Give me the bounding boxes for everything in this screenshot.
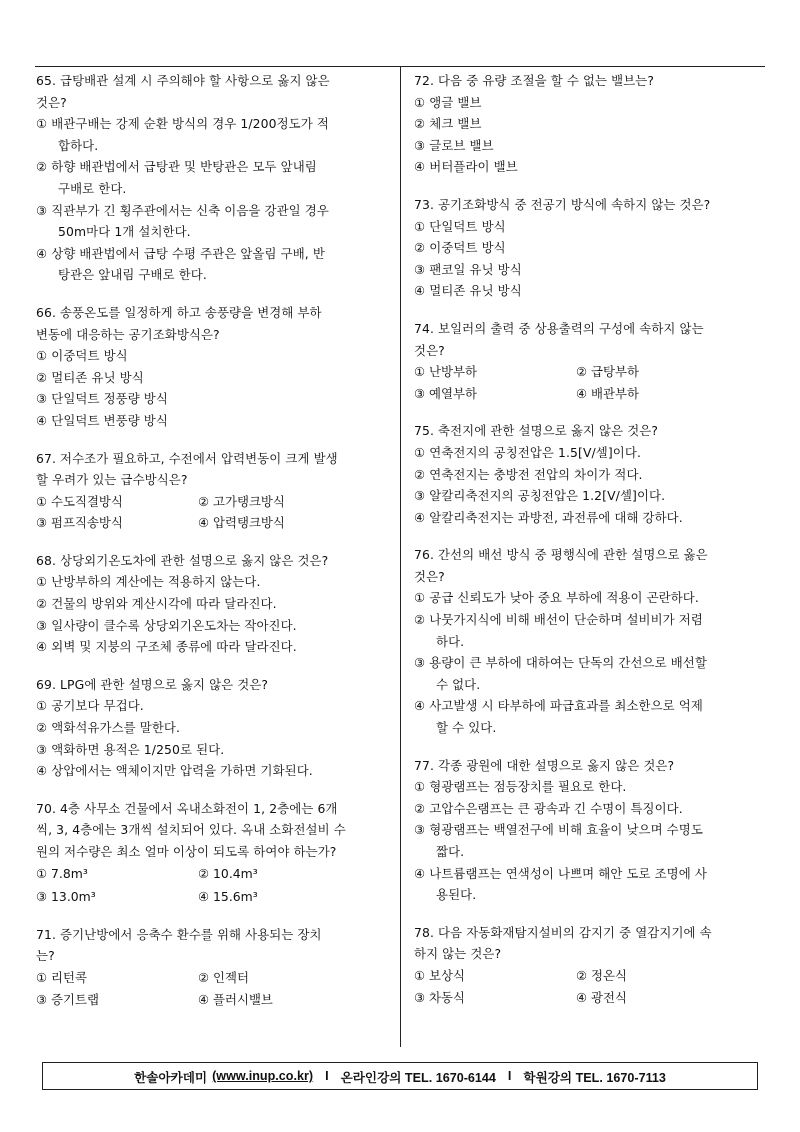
option-2[interactable]: ② 고가탱크방식: [198, 493, 285, 509]
option-2[interactable]: ② 연축전지는 충방전 전압의 차이가 적다.: [414, 466, 643, 482]
option-3[interactable]: ③ 예열부하: [414, 385, 477, 401]
option-4[interactable]: ④ 외벽 및 지붕의 구조체 종류에 따라 달라진다.: [36, 639, 297, 655]
options-row: [36, 863, 388, 885]
question-66: [36, 302, 388, 432]
option-2[interactable]: ② 고압수은램프는 큰 광속과 긴 수명이 특징이다.: [414, 800, 683, 816]
option-1[interactable]: ① 단일덕트 방식: [414, 218, 506, 234]
option-3[interactable]: ③ 형광램프는 백열전구에 비해 효율이 낮으며 수명도: [414, 822, 703, 838]
options-row: [414, 965, 766, 987]
option-4[interactable]: ④ 상압에서는 액체이지만 압력을 가하면 기화된다.: [36, 763, 313, 779]
option-1[interactable]: ① 난방부하: [414, 364, 477, 380]
option-3-cont: 짧다.: [436, 844, 465, 859]
option-2[interactable]: ② 멀티존 유닛 방식: [36, 369, 144, 385]
question-stem: 원의 저수량은 최소 얼마 이상이 되도록 하여야 하는가?: [36, 844, 337, 859]
option-4[interactable]: ④ 멀티존 유닛 방식: [414, 283, 522, 299]
question-stem: 68. 상당외기온도차에 관한 설명으로 옳지 않은 것은?: [36, 552, 329, 568]
option-2[interactable]: ② 하향 배관법에서 급탕관 및 반탕관은 모두 앞내림: [36, 159, 317, 175]
question-69: [36, 674, 388, 782]
option-3[interactable]: ③ 글로브 밸브: [414, 137, 494, 153]
option-4[interactable]: ④ 15.6m³: [198, 889, 258, 905]
option-4[interactable]: ④ 광전식: [576, 989, 627, 1005]
option-1[interactable]: ① 앵글 밸브: [414, 94, 482, 110]
option-2[interactable]: ② 정온식: [576, 967, 627, 983]
option-3[interactable]: ③ 차동식: [414, 989, 465, 1005]
footer-brand: 한솔아카데미: [134, 1070, 208, 1085]
option-4[interactable]: ④ 단일덕트 변풍량 방식: [36, 412, 168, 428]
question-stem: 76. 간선의 배선 방식 중 평행식에 관한 설명으로 옳은: [414, 547, 708, 563]
question-71: [36, 924, 388, 1010]
option-3[interactable]: ③ 단일덕트 정풍량 방식: [36, 391, 168, 407]
option-3[interactable]: ③ 액화하면 용적은 1/250로 된다.: [36, 741, 225, 757]
question-stem: 69. LPG에 관한 설명으로 옳지 않은 것은?: [36, 676, 269, 692]
option-1[interactable]: ① 난방부하의 계산에는 적용하지 않는다.: [36, 574, 261, 590]
options-row: [414, 383, 766, 405]
option-4[interactable]: ④ 나트륨램프는 연색성이 나쁘며 해안 도로 조명에 사: [414, 865, 707, 881]
option-1[interactable]: ① 보상식: [414, 967, 465, 983]
question-stem: 71. 증기난방에서 응축수 환수를 위해 사용되는 장치: [36, 926, 322, 942]
option-2[interactable]: ② 액화석유가스를 말한다.: [36, 720, 181, 736]
option-1[interactable]: ① 공급 신뢰도가 낮아 중요 부하에 적용이 곤란하다.: [414, 590, 699, 606]
option-3[interactable]: ③ 펌프직송방식: [36, 515, 123, 531]
options-row: [36, 967, 388, 989]
option-2[interactable]: ② 이중덕트 방식: [414, 240, 506, 256]
option-3[interactable]: ③ 직관부가 긴 횡주관에서는 신축 이음을 강관일 경우: [36, 202, 329, 218]
question-stem: 78. 다음 자동화재탐지설비의 감지기 중 열감지기에 속: [414, 924, 712, 940]
question-stem: 72. 다음 중 유량 조절을 할 수 없는 밸브는?: [414, 73, 655, 88]
option-1[interactable]: ① 리턴콕: [36, 969, 87, 985]
options-row: [36, 989, 388, 1011]
question-77: [414, 755, 766, 906]
option-4-cont: 탕관은 앞내림 구배로 한다.: [58, 267, 207, 283]
footer-url-link[interactable]: (www.inup.co.kr): [212, 1069, 314, 1083]
right-column: [414, 70, 766, 1020]
options-row: [414, 987, 766, 1009]
option-3-cont: 수 없다.: [436, 676, 481, 692]
question-72: [414, 70, 766, 178]
question-stem: 것은?: [414, 342, 445, 358]
option-3[interactable]: ③ 증기트랩: [36, 991, 99, 1007]
question-74: [414, 318, 766, 404]
option-3[interactable]: ③ 팬코일 유닛 방식: [414, 261, 522, 277]
question-stem: 73. 공기조화방식 중 전공기 방식에 속하지 않는 것은?: [414, 196, 711, 212]
option-1[interactable]: ① 공기보다 무겁다.: [36, 698, 144, 714]
question-stem: 66. 송풍온도를 일정하게 하고 송풍량을 변경해 부하: [36, 304, 322, 320]
option-2[interactable]: ② 체크 밸브: [414, 116, 482, 132]
options-row: [414, 361, 766, 383]
question-stem: 하지 않는 것은?: [414, 946, 502, 962]
options-row: [36, 491, 388, 513]
option-4[interactable]: ④ 압력탱크방식: [198, 515, 285, 531]
question-stem: 씩, 3, 4층에는 3개씩 설치되어 있다. 옥내 소화전설비 수: [36, 822, 346, 838]
option-1[interactable]: ① 배관구배는 강제 순환 방식의 경우 1/200정도가 적: [36, 116, 329, 132]
option-1-cont: 합하다.: [58, 137, 99, 153]
option-4-cont: 할 수 있다.: [436, 720, 497, 736]
option-4[interactable]: ④ 상향 배관법에서 급탕 수평 주관은 앞올림 구배, 반: [36, 245, 325, 261]
question-stem: 75. 축전지에 관한 설명으로 옳지 않은 것은?: [414, 423, 659, 439]
question-stem: 74. 보일러의 출력 중 상용출력의 구성에 속하지 않는: [414, 320, 704, 336]
option-2[interactable]: ② 10.4m³: [198, 865, 258, 881]
option-2-cont: 구배로 한다.: [58, 180, 127, 196]
option-4[interactable]: ④ 플러시밸브: [198, 991, 273, 1007]
question-78: [414, 922, 766, 1008]
option-4-cont: 용된다.: [436, 887, 477, 903]
question-76: [414, 544, 766, 738]
question-67: [36, 448, 388, 534]
footer-banner: [42, 1062, 758, 1090]
option-3[interactable]: ③ 용량이 큰 부하에 대하여는 단독의 간선으로 배선할: [414, 655, 707, 671]
option-3[interactable]: ③ 알칼리축전지의 공칭전압은 1.2[V/셀]이다.: [414, 488, 666, 504]
option-2-cont: 하다.: [436, 633, 465, 649]
footer-academy-phone: 학원강의 TEL. 1670-7113: [523, 1070, 666, 1085]
option-2[interactable]: ② 나뭇가지식에 비해 배선이 단순하며 설비비가 저렴: [414, 612, 703, 628]
question-75: [414, 420, 766, 528]
option-2[interactable]: ② 급탕부하: [576, 364, 639, 380]
option-1[interactable]: ① 이중덕트 방식: [36, 348, 128, 364]
option-4[interactable]: ④ 버터플라이 밸브: [414, 159, 518, 175]
question-73: [414, 194, 766, 302]
option-2[interactable]: ② 건물의 방위와 계산시각에 따라 달라진다.: [36, 596, 277, 612]
column-divider: [400, 67, 401, 1047]
option-1[interactable]: ① 7.8m³: [36, 865, 88, 881]
option-3[interactable]: ③ 13.0m³: [36, 889, 96, 905]
question-stem: 할 우려가 있는 급수방식은?: [36, 472, 188, 488]
question-65: [36, 70, 388, 286]
question-stem: 변동에 대응하는 공기조화방식은?: [36, 326, 220, 342]
question-70: [36, 798, 388, 908]
question-stem: 것은?: [414, 568, 445, 584]
option-1[interactable]: ① 수도직결방식: [36, 493, 123, 509]
question-stem: 70. 4층 사무소 건물에서 옥내소화전이 1, 2층에는 6개: [36, 800, 338, 816]
question-stem: 65. 급탕배관 설계 시 주의해야 할 사항으로 옳지 않은: [36, 73, 330, 88]
option-1[interactable]: ① 형광램프는 점등장치를 필요로 한다.: [414, 779, 627, 795]
footer-separator: I: [507, 1069, 512, 1083]
options-row: [36, 886, 388, 908]
options-row: [36, 512, 388, 534]
question-stem: 는?: [36, 948, 55, 964]
option-3-cont: 50m마다 1개 설치한다.: [58, 224, 191, 240]
option-3[interactable]: ③ 일사량이 클수록 상당외기온도차는 작아진다.: [36, 617, 297, 633]
question-stem: 77. 각종 광원에 대한 설명으로 옳지 않은 것은?: [414, 757, 675, 773]
footer-separator: I: [325, 1069, 329, 1083]
option-4[interactable]: ④ 알칼리축전지는 과방전, 과전류에 대해 강하다.: [414, 509, 683, 525]
option-4[interactable]: ④ 배관부하: [576, 385, 639, 401]
left-column: [36, 70, 388, 1022]
option-2[interactable]: ② 인젝터: [198, 969, 249, 985]
footer-online-phone: 온라인강의 TEL. 1670-6144: [340, 1070, 496, 1085]
question-68: [36, 550, 388, 658]
option-4[interactable]: ④ 사고발생 시 타부하에 파급효과를 최소한으로 억제: [414, 698, 703, 714]
question-stem: 것은?: [36, 94, 67, 110]
option-1[interactable]: ① 연축전지의 공칭전압은 1.5[V/셀]이다.: [414, 444, 641, 460]
question-stem: 67. 저수조가 필요하고, 수전에서 압력변동이 크게 발생: [36, 450, 338, 466]
